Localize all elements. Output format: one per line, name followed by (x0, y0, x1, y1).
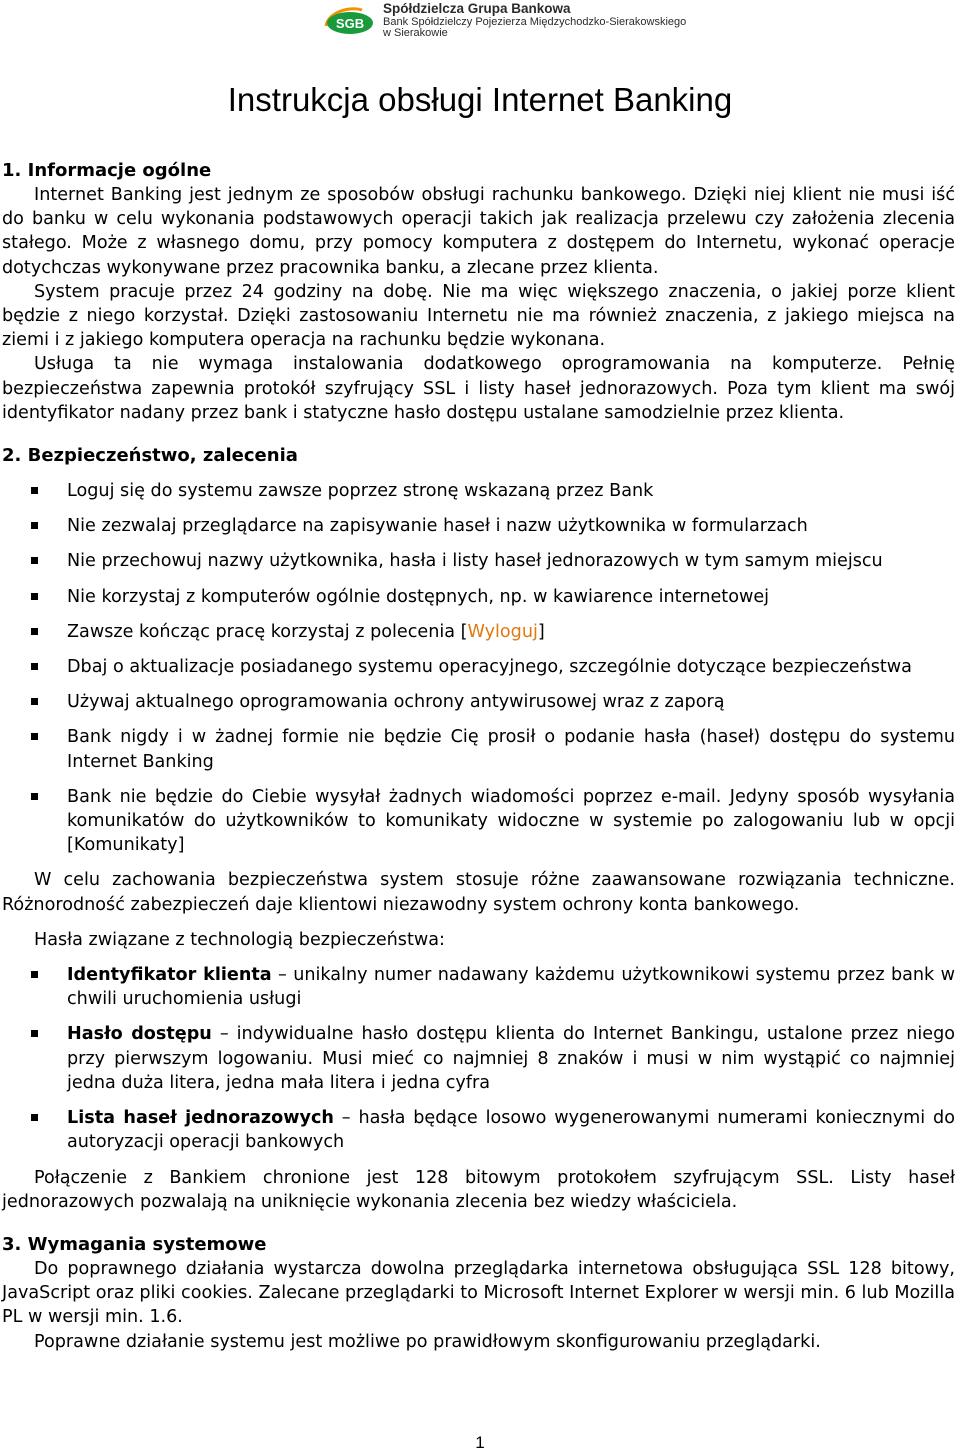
list-item-text: Bank nigdy i w żadnej formie nie będzie Cię prosił o podanie hasła (haseł) dostępu do systemu Internet Banking (67, 727, 955, 772)
list-item (2, 514, 955, 538)
page-title: Instrukcja obsługi Internet Banking (227, 81, 733, 118)
section3-paragraph-2: Poprawne działanie systemu jest możliwe po prawidłowym skonfigurowaniu przeglądarki. (34, 1331, 821, 1352)
list-item-text: Nie korzystaj z komputerów ogólnie dostępnych, np. w kawiarence internetowej (67, 586, 770, 607)
logout-link[interactable]: Wyloguj (467, 621, 538, 642)
bullet-icon (31, 522, 38, 529)
list-item-text: – indywidualne hasło dostępu klienta do Internet Bankingu, ustalone przez niego przy pierwszym logowaniu. Musi mieć co najmniej 8 znaków i musi w nim wystąpić co najmniej jedna duża litera, jedna mała litera i jedna cyfra (67, 1024, 955, 1093)
bullet-icon (31, 733, 38, 740)
list-item-text: Zawsze kończąc pracę korzystaj z polecenia [ (67, 621, 468, 642)
list-item (2, 1106, 955, 1154)
section3-paragraph-1: Do poprawnego działania wystarcza dowolna przeglądarka internetowa obsługująca SSL 128 bitowy, JavaScript oraz pliki cookies. Zalecane przeglądarki to Microsoft Internet Explorer w wersji min. 6 lub Mozilla PL w wersji min. 1.6. (2, 1258, 955, 1328)
bullet-icon (31, 593, 38, 600)
section2-paragraph-1: W celu zachowania bezpieczeństwa system stosuje różne zaawansowane rozwiązania techniczne. Różnorodność zabezpieczeń daje klientowi niezawodny system ochrony konta bankowego. (2, 870, 955, 915)
section1-paragraph-3: Usługa ta nie wymaga instalowania dodatkowego oprogramowania na komputerze. Pełnię bezpieczeństwa zapewnia protokół szyfrujący SSL i listy haseł jednorazowych. Poza tym klient ma swój identyfikator nadany przez bank i statyczne hasło dostępu ustalane samodzielnie przez klienta. (2, 354, 955, 423)
section1-paragraph-1: Internet Banking jest jednym ze sposobów obsługi rachunku bankowego. Dzięki niej klient nie musi iść do banku w celu wykonania podstawowych operacji takich jak realizacja przelewu czy założenia zlecenia stałego. Może z własnego domu, przy pomocy komputera z dostępem do Internetu, wykonać operacje dotychczas wykonywane przez pracownika banku, a zlecane przez klienta. (2, 185, 955, 278)
list-item-text: Nie zezwalaj przeglądarce na zapisywanie haseł i nazw użytkownika w formularzach (67, 516, 808, 537)
list-item (2, 479, 955, 503)
section2-paragraph-3: Połączenie z Bankiem chronione jest 128 bitowym protokołem szyfrującym SSL. Listy haseł jednorazowych pozwalają na uniknięcie wykonania zlecenia bez wiedzy właściciela. (2, 1167, 955, 1212)
bullet-icon (31, 698, 38, 705)
document-body (2, 159, 955, 1354)
list-item (2, 1022, 955, 1095)
section-heading-2: 2. Bezpieczeństwo, zalecenia (2, 445, 298, 467)
bullet-icon (31, 1114, 38, 1121)
list-item-text: ] (537, 621, 545, 642)
list-item-text: Bank nie będzie do Ciebie wysyłał żadnych wiadomości poprzez e-mail. Jedyny sposób wysyłania komunikatów do użytkowników to komunikaty widoczne w systemie po zalogowaniu lub w opcji [Komunikaty] (67, 786, 955, 856)
bullet-icon (31, 1030, 38, 1037)
term-label: Identyfikator klienta (67, 965, 272, 986)
bullet-icon (31, 628, 38, 635)
logo-line-2: Bank Spółdzielczy Pojezierza Międzychodzko-Sierakowskiego (383, 16, 687, 28)
page-number: 1 (475, 1433, 485, 1452)
logo-line-3: w Sierakowie (383, 27, 448, 39)
logo-line-1: Spółdzielcza Grupa Bankowa (383, 1, 571, 16)
list-item (2, 725, 955, 773)
list-item (2, 785, 955, 858)
list-item-text: – hasła będące losowo wygenerowanymi numerami koniecznymi do autoryzacji operacji bankowych (67, 1108, 955, 1153)
section2-paragraph-2: Hasła związane z technologią bezpieczeństwa: (34, 929, 445, 950)
list-item (2, 690, 955, 714)
list-item (2, 620, 955, 644)
bullet-icon (31, 487, 38, 494)
list-item (2, 655, 955, 679)
list-item-text: Loguj się do systemu zawsze poprzez stronę wskazaną przez Bank (67, 481, 654, 502)
term-label: Lista haseł jednorazowych (67, 1108, 334, 1129)
bullet-icon (31, 793, 38, 800)
section1-paragraph-2: System pracuje przez 24 godziny na dobę. Nie ma więc większego znaczenia, o jakiej porze klient będzie z niego korzystał. Dzięki zastosowaniu Internetu nie ma również znaczenia, z jakiego miejsca na ziemi i z jakiego komputera operacja na rachunku będzie wykonana. (2, 281, 955, 351)
bank-logo (322, 1, 742, 39)
bullet-icon (31, 557, 38, 564)
list-item (2, 585, 955, 609)
bullet-icon (31, 971, 38, 978)
section-heading-1: 1. Informacje ogólne (2, 160, 212, 181)
section-heading-3: 3. Wymagania systemowe (2, 1233, 267, 1255)
list-item-text: – unikalny numer nadawany każdemu użytkownikowi systemu przez bank w chwili uruchomienia usługi (67, 965, 955, 1010)
list-item (2, 549, 955, 573)
list-item (2, 963, 955, 1011)
list-item-text: Używaj aktualnego oprogramowania ochrony antywirusowej wraz z zaporą (67, 692, 725, 713)
term-label: Hasło dostępu (67, 1024, 212, 1045)
list-item-text: Dbaj o aktualizacje posiadanego systemu operacyjnego, szczególnie dotyczące bezpieczeństwa (67, 657, 912, 678)
bullet-icon (31, 663, 38, 670)
list-item-text: Nie przechowuj nazwy użytkownika, hasła i listy haseł jednorazowych w tym samym miejscu (67, 551, 883, 572)
sgb-logo-icon (322, 4, 378, 36)
logo-mark-text: SGB (335, 16, 365, 31)
